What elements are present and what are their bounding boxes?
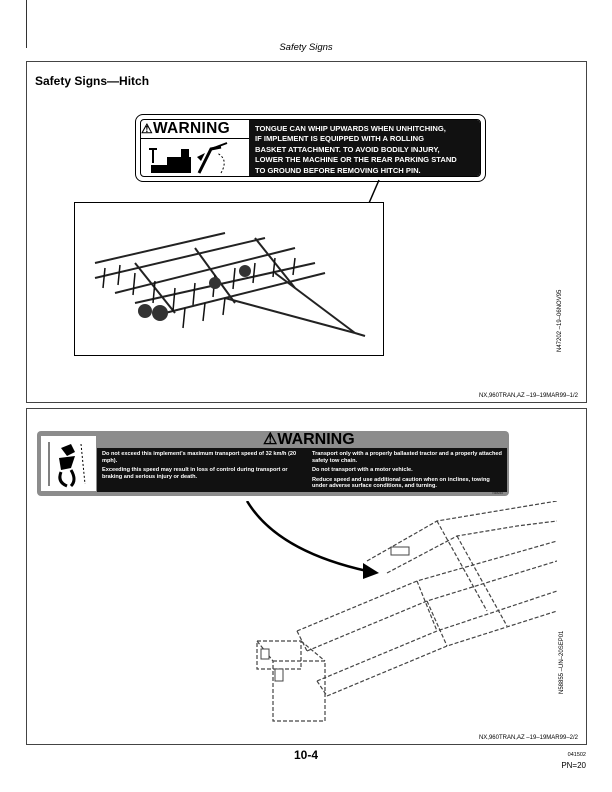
section-hitch	[26, 61, 587, 403]
warning-signal	[263, 432, 355, 448]
figure-code: N47202 –19–06NOV95	[557, 289, 563, 352]
warning-text: Do not transport with a motor vehicle.	[312, 467, 413, 474]
warning-text: Reduce speed and use additional caution when on inclines, towing under adverse surface conditions, and turning.	[312, 476, 490, 490]
section-transport	[26, 408, 587, 745]
warning-line: TO GROUND BEFORE REMOVING HITCH PIN.	[255, 165, 421, 175]
warning-line: IF IMPLEMENT IS EQUIPPED WITH A ROLLING	[255, 134, 425, 144]
margin-rule	[26, 0, 27, 48]
pn-number: PN=20	[561, 761, 586, 770]
block-code: NX,960TRAN,AZ –19–19MAR99–1/2	[478, 393, 578, 399]
page-number: 10-4	[293, 748, 319, 762]
warning-line: TONGUE CAN WHIP UPWARDS WHEN UNHITCHING,	[255, 124, 446, 133]
warning-message	[97, 448, 507, 492]
warning-text: Exceeding this speed may result in loss of control during transport or braking and serious injury or death.	[102, 467, 288, 480]
warning-text: Transport only with a properly ballasted tractor and a properly attached safety tow chain.	[312, 451, 502, 464]
warning-line: BASKET ATTACHMENT. TO AVOID BODILY INJURY,	[255, 144, 440, 154]
decal-code: N38240	[492, 491, 503, 495]
running-header: Safety Signs	[279, 42, 333, 53]
cultivator-illustration	[74, 202, 384, 356]
frame-illustration	[237, 501, 557, 741]
warning-triangle-icon: ⚠	[263, 431, 278, 448]
warning-line: LOWER THE MACHINE OR THE REAR PARKING STAND	[255, 155, 457, 165]
transport-warning-decal	[37, 431, 509, 496]
section-title: Safety Signs—Hitch	[35, 74, 150, 88]
warning-text: Do not exceed this implement's maximum transport speed of 32 km/h (20 mph).	[102, 451, 297, 464]
figure-code: N58855 –UN–20SEP01	[559, 630, 565, 694]
speed-pictogram-icon	[41, 436, 96, 491]
warning-triangle-icon: ⚠	[141, 121, 153, 136]
block-code: NX,960TRAN,AZ –19–19MAR99–2/2	[478, 735, 578, 741]
print-date-code: 041502	[567, 752, 586, 758]
warning-signal-word: WARNING	[152, 120, 230, 137]
warning-signal-word: WARNING	[277, 431, 355, 448]
